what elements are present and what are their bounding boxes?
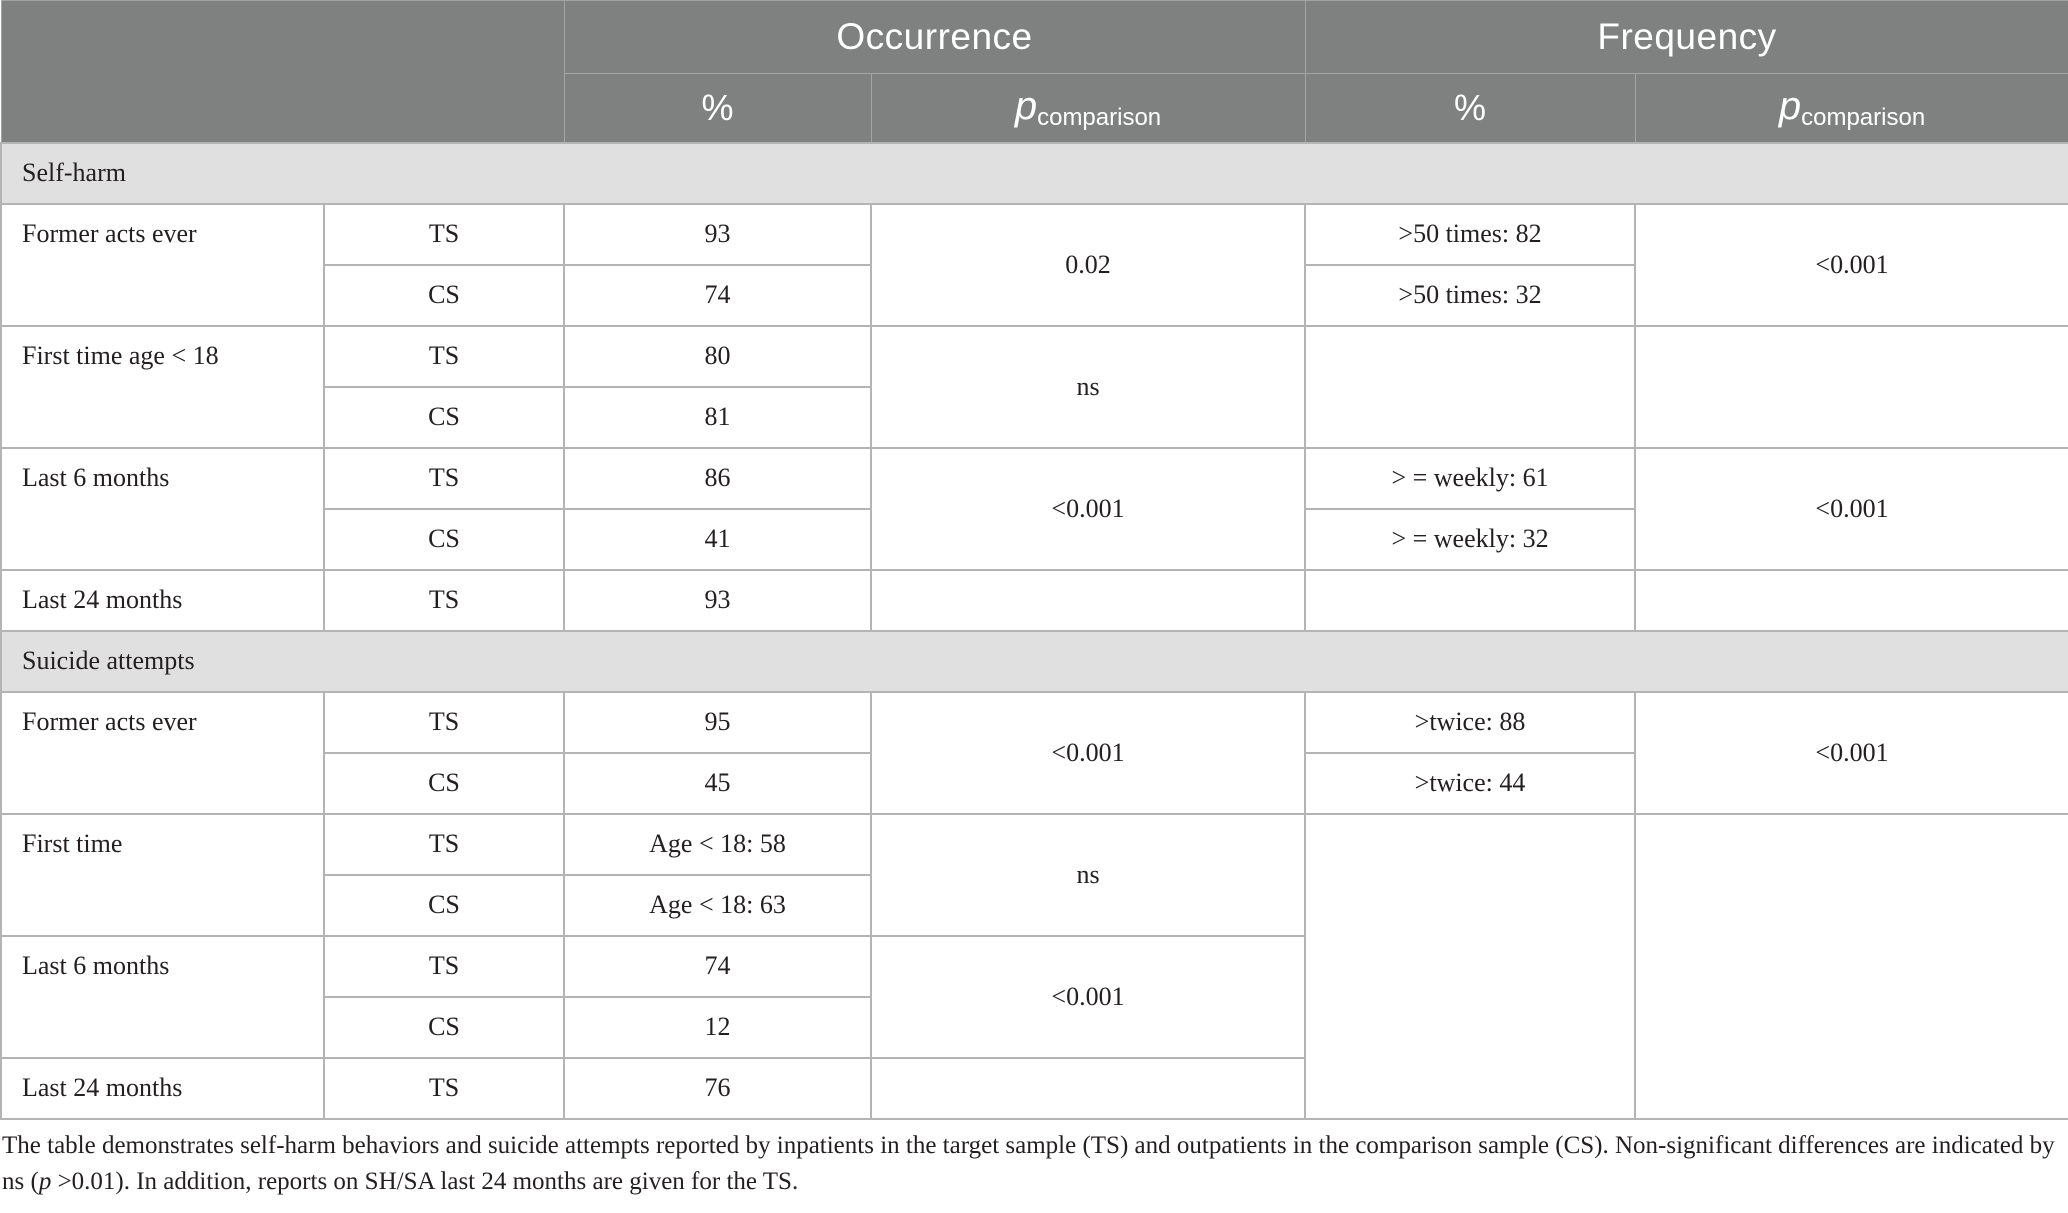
occurrence-p-cell: ns: [871, 326, 1305, 448]
frequency-p-cell-empty: [1635, 326, 2068, 448]
table-footnote: [0, 1120, 2064, 1200]
sample-cell: CS: [324, 997, 564, 1058]
row-label: First time age < 18: [1, 326, 324, 448]
frequency-percent-cell: > = weekly: 61: [1305, 448, 1635, 509]
footnote-italic-p: p: [38, 1167, 52, 1195]
occurrence-percent-cell: 74: [564, 936, 871, 997]
frequency-p-cell-empty: [1635, 814, 2068, 1119]
frequency-p-cell-empty: [1635, 570, 2068, 631]
p-symbol: p: [1778, 83, 1802, 128]
sample-cell: TS: [324, 326, 564, 387]
sample-cell: CS: [324, 875, 564, 936]
header-row-1: [1, 1, 2068, 74]
occurrence-p-cell: <0.001: [871, 448, 1305, 570]
occurrence-p-cell-empty: [871, 1058, 1305, 1119]
table-row: [1, 204, 2068, 265]
sample-cell: CS: [324, 387, 564, 448]
occurrence-percent-cell: 80: [564, 326, 871, 387]
occurrence-percent-cell: 95: [564, 692, 871, 753]
occurrence-percent-cell: 41: [564, 509, 871, 570]
frequency-percent-cell: > = weekly: 32: [1305, 509, 1635, 570]
occurrence-percent-cell: 86: [564, 448, 871, 509]
occurrence-percent-cell: 74: [564, 265, 871, 326]
frequency-percent-cell: >50 times: 82: [1305, 204, 1635, 265]
frequency-p-cell: <0.001: [1635, 692, 2068, 814]
row-label: First time: [1, 814, 324, 936]
footnote-text-part-2: >0.01). In addition, reports on SH/SA last 24 months are given for the TS.: [51, 1167, 799, 1195]
occurrence-p-cell: <0.001: [871, 692, 1305, 814]
table-row: [1, 448, 2068, 509]
section-row-suicide-attempts: [1, 631, 2068, 692]
section-title: Self-harm: [1, 143, 2068, 204]
occurrence-percent-cell: 93: [564, 204, 871, 265]
sample-cell: TS: [324, 204, 564, 265]
occurrence-percent-cell: Age < 18: 63: [564, 875, 871, 936]
p-subscript: comparison: [1037, 103, 1162, 131]
frequency-percent-cell: >twice: 44: [1305, 753, 1635, 814]
frequency-p-cell: <0.001: [1635, 448, 2068, 570]
section-title: Suicide attempts: [1, 631, 2068, 692]
table-body: [1, 143, 2068, 1119]
occurrence-percent-cell: Age < 18: 58: [564, 814, 871, 875]
table-row: [1, 570, 2068, 631]
table-row: [1, 814, 2068, 875]
sample-cell: TS: [324, 1058, 564, 1119]
header-frequency-percent: %: [1305, 74, 1635, 143]
row-label: Last 24 months: [1, 1058, 324, 1119]
frequency-percent-cell-empty: [1305, 814, 1635, 1119]
occurrence-percent-cell: 81: [564, 387, 871, 448]
occurrence-p-cell: 0.02: [871, 204, 1305, 326]
header-occurrence-p-comparison: [871, 74, 1305, 143]
header-frequency-p-comparison: [1635, 74, 2068, 143]
header-corner-empty: [1, 1, 564, 143]
row-label: Last 6 months: [1, 936, 324, 1058]
sample-cell: TS: [324, 936, 564, 997]
section-row-self-harm: [1, 143, 2068, 204]
frequency-percent-cell-empty: [1305, 570, 1635, 631]
header-occurrence-percent: %: [564, 74, 871, 143]
frequency-percent-cell: >twice: 88: [1305, 692, 1635, 753]
occurrence-p-cell: ns: [871, 814, 1305, 936]
sample-cell: CS: [324, 265, 564, 326]
frequency-percent-cell-empty: [1305, 326, 1635, 448]
occurrence-p-cell-empty: [871, 570, 1305, 631]
header-frequency: Frequency: [1305, 1, 2068, 74]
p-symbol: p: [1014, 83, 1038, 128]
occurrence-percent-cell: 45: [564, 753, 871, 814]
table-row: [1, 692, 2068, 753]
frequency-percent-cell: >50 times: 32: [1305, 265, 1635, 326]
occurrence-p-cell: <0.001: [871, 936, 1305, 1058]
p-subscript: comparison: [1801, 103, 1926, 131]
sample-cell: CS: [324, 509, 564, 570]
occurrence-percent-cell: 76: [564, 1058, 871, 1119]
table-row: [1, 326, 2068, 387]
row-label: Former acts ever: [1, 692, 324, 814]
sample-cell: CS: [324, 753, 564, 814]
occurrence-percent-cell: 93: [564, 570, 871, 631]
sample-cell: TS: [324, 814, 564, 875]
footnote-text-part-1: The table demonstrates self-harm behaviors and suicide attempts reported by inpatients in the target sample (TS) and outpatients in the comparison sample (CS). Non-significant differences are indicated by ns (: [2, 1131, 2055, 1195]
table-header: [1, 1, 2068, 143]
sample-cell: TS: [324, 570, 564, 631]
occurrence-percent-cell: 12: [564, 997, 871, 1058]
sample-cell: TS: [324, 692, 564, 753]
header-occurrence: Occurrence: [564, 1, 1305, 74]
sample-cell: TS: [324, 448, 564, 509]
frequency-p-cell: <0.001: [1635, 204, 2068, 326]
row-label: Former acts ever: [1, 204, 324, 326]
row-label: Last 24 months: [1, 570, 324, 631]
row-label: Last 6 months: [1, 448, 324, 570]
